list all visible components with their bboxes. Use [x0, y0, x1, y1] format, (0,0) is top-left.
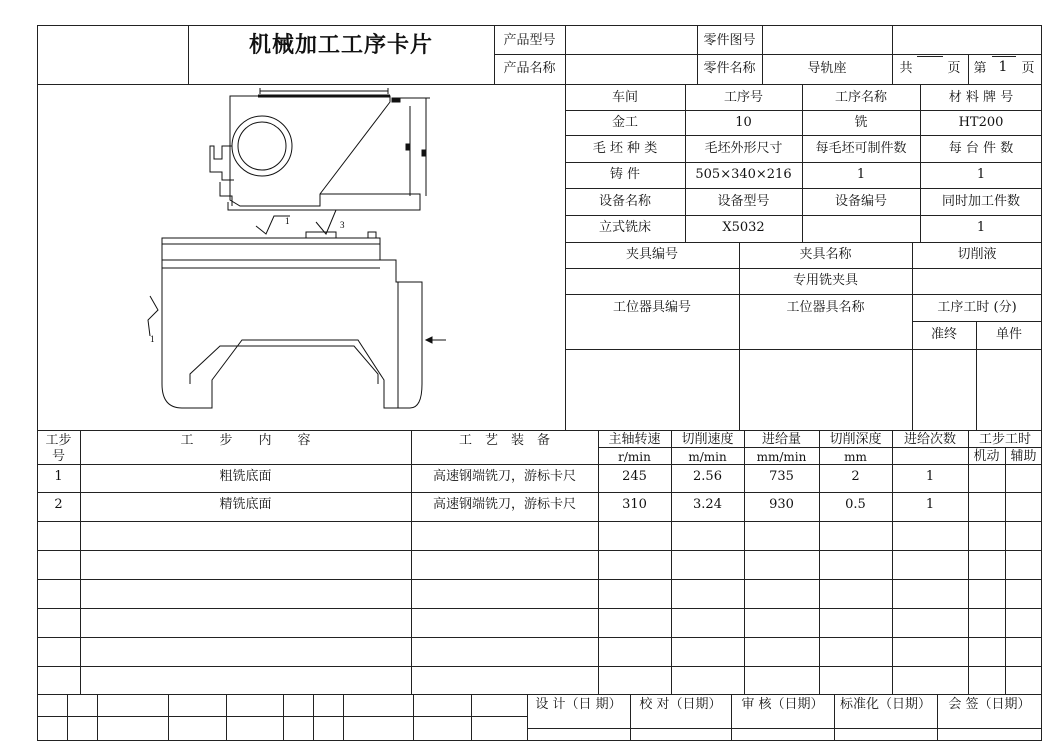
fixture-name-value: 专用铣夹具	[792, 273, 858, 288]
machine-time-header: 机动	[973, 449, 1000, 464]
step-depth: 2	[851, 469, 860, 484]
passes-header: 进给次数	[903, 432, 956, 447]
surface-mark-3: 3	[340, 220, 345, 230]
step-no: 1	[54, 469, 63, 484]
boss-circle	[232, 116, 292, 176]
equip-model-value: X5032	[722, 220, 765, 235]
simul-value: 1	[976, 220, 986, 235]
step-depth: 0.5	[845, 497, 866, 512]
pieces-per-blank-label: 每毛坯可制件数	[815, 141, 907, 156]
surface-mark-1: 1	[285, 216, 290, 226]
total-pages-blank	[917, 56, 943, 57]
step-feed: 735	[769, 469, 794, 484]
page-label-2: 页	[1021, 61, 1035, 76]
equipment-header: 工 艺 装 备	[458, 433, 550, 448]
step-content: 精铣底面	[219, 497, 272, 512]
blank-size-value: 505×340×216	[695, 167, 792, 182]
nth-label: 第	[973, 61, 987, 76]
blank-type-label: 毛 坯 种 类	[592, 141, 658, 156]
product-model-label: 产品型号	[503, 33, 556, 48]
pieces-per-unit-value: 1	[976, 167, 986, 182]
op-no-label: 工序号	[723, 90, 763, 105]
pieces-per-blank-value: 1	[856, 167, 866, 182]
front-view-outline	[162, 244, 422, 408]
page-no-underline	[992, 56, 1016, 57]
total-label: 共	[899, 61, 913, 76]
part-name-label: 零件名称	[703, 61, 756, 76]
op-no-value: 10	[735, 115, 752, 130]
op-name-value: 铣	[854, 115, 868, 130]
fixture-name-label: 夹具名称	[799, 247, 852, 262]
equip-model-label: 设备型号	[717, 194, 770, 209]
blank-size-label: 毛坯外形尺寸	[704, 141, 783, 156]
simul-label: 同时加工件数	[941, 194, 1020, 209]
step-equipment: 高速钢端铣刀，游标卡尺	[432, 497, 576, 512]
spindle-unit: r/min	[618, 450, 651, 464]
unit-time-label: 单件	[995, 327, 1022, 342]
equip-no-label: 设备编号	[834, 194, 887, 209]
page-no: 1	[998, 59, 1008, 75]
op-time-label: 工序工时 (分)	[937, 300, 1017, 315]
step-no-header-2: 号	[51, 449, 65, 464]
spindle-header: 主轴转速	[608, 432, 661, 447]
step-feed: 930	[769, 497, 794, 512]
product-name-label: 产品名称	[503, 61, 556, 76]
coolant-label: 切削液	[957, 247, 997, 262]
page-label: 页	[947, 61, 961, 76]
depth-header: 切削深度	[829, 432, 882, 447]
speed-header: 切削速度	[681, 432, 734, 447]
material-value: HT200	[958, 115, 1004, 130]
blank-type-value: 铸 件	[609, 167, 641, 182]
step-equipment: 高速钢端铣刀，游标卡尺	[432, 469, 576, 484]
prep-time-label: 准终	[930, 327, 957, 342]
step-speed: 2.56	[693, 469, 722, 484]
equip-name-label: 设备名称	[598, 194, 651, 209]
pieces-per-unit-label: 每 台 件 数	[948, 141, 1014, 156]
step-rpm: 310	[622, 497, 647, 512]
part-name-value: 导轨座	[807, 61, 847, 76]
speed-unit: m/min	[688, 450, 727, 464]
step-passes: 1	[925, 497, 935, 512]
part-drawing	[130, 84, 470, 420]
depth-unit: mm	[844, 450, 867, 464]
feed-header: 进给量	[761, 432, 801, 447]
card-title: 机械加工工序卡片	[248, 32, 433, 58]
equip-name-value: 立式铣床	[598, 220, 651, 235]
check-signoff: 校 对（日期）	[639, 697, 722, 712]
fixture-no-label: 夹具编号	[625, 247, 678, 262]
step-rpm: 245	[622, 469, 647, 484]
step-content-header: 工 步 内 容	[180, 433, 311, 448]
side-view-outline	[230, 96, 390, 206]
step-content: 粗铣底面	[219, 469, 272, 484]
workshop-label: 车间	[611, 90, 638, 105]
op-name-label: 工序名称	[834, 90, 887, 105]
part-drawing-no-label: 零件图号	[703, 33, 756, 48]
review-signoff: 审 核（日期）	[741, 697, 824, 712]
surface-mark-left: 1	[150, 334, 155, 344]
workshop-value: 金工	[611, 115, 638, 130]
design-signoff: 设 计（日 期）	[535, 697, 622, 712]
standard-signoff: 标准化（日期）	[839, 697, 931, 712]
station-tool-name-label: 工位器具名称	[786, 300, 865, 315]
step-passes: 1	[925, 469, 935, 484]
material-label: 材 料 牌 号	[948, 90, 1014, 105]
aux-time-header: 辅助	[1010, 449, 1037, 464]
station-tool-no-label: 工位器具编号	[612, 300, 691, 315]
step-speed: 3.24	[693, 497, 722, 512]
feed-unit: mm/min	[756, 450, 807, 464]
step-no: 2	[54, 497, 63, 512]
step-no-header: 工步	[45, 433, 72, 448]
sign-signoff: 会 签（日期）	[948, 697, 1031, 712]
step-time-header: 工步工时	[978, 432, 1031, 447]
